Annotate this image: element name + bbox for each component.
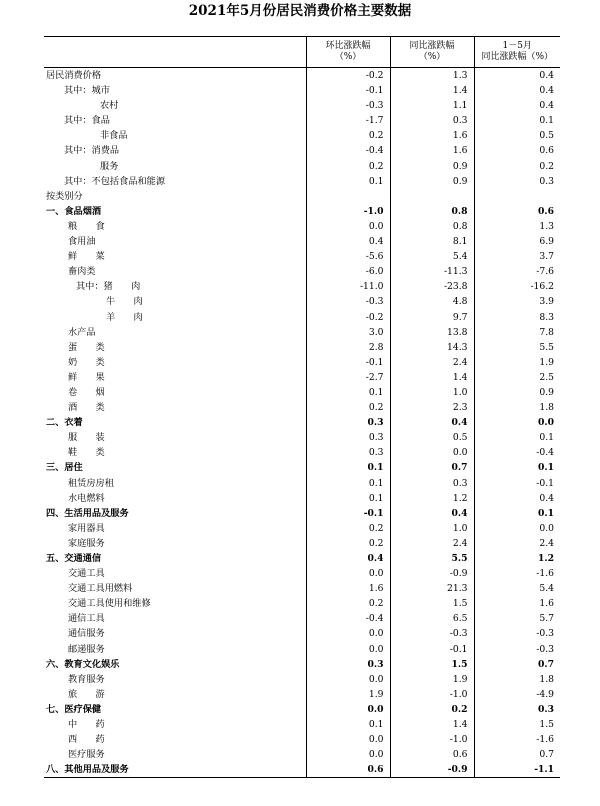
- table-row: [44, 657, 560, 672]
- table-body: [44, 68, 560, 778]
- row-yoy-value: 2.4: [390, 536, 474, 551]
- row-mom-value: 0.0: [306, 219, 390, 234]
- row-label: 羊 肉: [106, 311, 143, 323]
- row-label: 医疗服务: [68, 749, 105, 761]
- row-yoy-value: 0.2: [390, 702, 474, 717]
- row-ytd-value: 0.2: [474, 159, 560, 174]
- row-ytd-value: -1.6: [474, 566, 560, 581]
- row-label: 其中：猪 肉: [76, 281, 141, 293]
- row-label: 家庭服务: [68, 537, 105, 549]
- page-title: 2021年5月份居民消费价格主要数据: [188, 3, 412, 19]
- row-label: 七、医疗保健: [46, 703, 102, 715]
- row-mom-value: 0.3: [306, 430, 390, 445]
- table-row: [44, 68, 560, 84]
- row-ytd-value: 0.4: [474, 68, 560, 84]
- row-label: 旅 游: [68, 688, 105, 700]
- table-row: [44, 672, 560, 687]
- row-ytd-value: 3.9: [474, 294, 560, 309]
- row-yoy-value: 1.4: [390, 717, 474, 732]
- row-yoy-value: 0.0: [390, 445, 474, 460]
- row-label: 牛 肉: [106, 296, 143, 308]
- row-label: 教育服务: [68, 673, 105, 685]
- row-label: 五、交通通信: [46, 553, 102, 564]
- row-yoy-value: 1.3: [390, 68, 474, 84]
- table-row: [44, 596, 560, 611]
- row-yoy-value: 0.3: [390, 113, 474, 128]
- row-mom-value: 0.4: [306, 551, 390, 566]
- row-mom-value: 1.6: [306, 581, 390, 596]
- row-mom-value: 0.0: [306, 672, 390, 687]
- row-label: 服务: [100, 160, 119, 172]
- row-ytd-value: 1.8: [474, 400, 560, 415]
- row-yoy-value: [390, 189, 474, 204]
- row-mom-value: 0.0: [306, 566, 390, 581]
- row-yoy-value: 1.6: [390, 143, 474, 158]
- row-label: 西 药: [68, 734, 105, 746]
- table-row: [44, 219, 560, 234]
- table-row: [44, 159, 560, 174]
- row-label: 卷 烟: [68, 386, 105, 398]
- row-mom-value: -11.0: [306, 279, 390, 294]
- table-row: [44, 491, 560, 506]
- table-row: [44, 189, 560, 204]
- row-ytd-value: 0.4: [474, 83, 560, 98]
- row-label: 六、教育文化娱乐: [46, 658, 120, 670]
- row-mom-value: -0.1: [306, 355, 390, 370]
- header-mom-line1: 环比涨跌幅: [325, 41, 371, 51]
- row-yoy-value: 13.8: [390, 325, 474, 340]
- table-row: [44, 717, 560, 732]
- row-label: 家用器具: [68, 522, 105, 534]
- row-yoy-value: -0.1: [390, 642, 474, 657]
- row-mom-value: 0.4: [306, 234, 390, 249]
- row-mom-value: -0.3: [306, 98, 390, 113]
- row-yoy-value: 5.5: [390, 551, 474, 566]
- row-yoy-value: 0.9: [390, 174, 474, 189]
- row-yoy-value: 1.4: [390, 370, 474, 385]
- table-row: [44, 385, 560, 400]
- table-row: [44, 143, 560, 158]
- row-label: 鞋 类: [68, 447, 105, 459]
- table-row: [44, 626, 560, 641]
- row-ytd-value: 1.9: [474, 355, 560, 370]
- row-mom-value: 0.2: [306, 596, 390, 611]
- row-yoy-value: 0.9: [390, 159, 474, 174]
- row-ytd-value: -0.4: [474, 445, 560, 460]
- row-yoy-value: 8.1: [390, 234, 474, 249]
- row-ytd-value: 0.3: [474, 702, 560, 717]
- row-ytd-value: 0.7: [474, 747, 560, 762]
- row-label: 服 装: [68, 432, 105, 444]
- row-yoy-value: 1.5: [390, 596, 474, 611]
- row-yoy-value: 0.8: [390, 204, 474, 219]
- row-ytd-value: 1.2: [474, 551, 560, 566]
- table-row: [44, 249, 560, 264]
- row-label: 粮 食: [68, 220, 105, 232]
- header-yoy-line2: （%）: [418, 52, 446, 62]
- table-row: [44, 702, 560, 717]
- row-yoy-value: 6.5: [390, 611, 474, 626]
- table-row: [44, 98, 560, 113]
- row-ytd-value: 0.4: [474, 491, 560, 506]
- row-mom-value: -6.0: [306, 264, 390, 279]
- row-mom-value: 0.3: [306, 445, 390, 460]
- row-mom-value: -1.0: [306, 204, 390, 219]
- row-ytd-value: 0.6: [474, 204, 560, 219]
- header-mom-line2: （%）: [334, 52, 362, 62]
- row-label: 通信服务: [68, 628, 105, 640]
- table-row: [44, 174, 560, 189]
- row-ytd-value: 8.3: [474, 310, 560, 325]
- row-yoy-value: 9.7: [390, 310, 474, 325]
- row-yoy-value: -0.9: [390, 762, 474, 778]
- table-header-row: [44, 37, 560, 68]
- row-label: 其中：消费品: [64, 145, 120, 157]
- row-label: 蛋 类: [68, 341, 105, 353]
- table-row: [44, 506, 560, 521]
- row-ytd-value: -0.3: [474, 626, 560, 641]
- row-label: 交通工具用燃料: [68, 583, 133, 595]
- row-mom-value: 0.0: [306, 626, 390, 641]
- table-row: [44, 370, 560, 385]
- row-ytd-value: 5.7: [474, 611, 560, 626]
- row-mom-value: 0.0: [306, 642, 390, 657]
- row-label: 其中：城市: [64, 85, 110, 97]
- row-ytd-value: 2.4: [474, 536, 560, 551]
- row-ytd-value: 3.7: [474, 249, 560, 264]
- row-ytd-value: 0.3: [474, 174, 560, 189]
- row-label: 八、其他用品及服务: [44, 762, 306, 778]
- row-label: 四、生活用品及服务: [46, 507, 129, 519]
- row-label: 通信工具: [68, 613, 105, 625]
- row-mom-value: -0.4: [306, 143, 390, 158]
- row-mom-value: 0.2: [306, 128, 390, 143]
- row-ytd-value: 0.1: [474, 506, 560, 521]
- row-label: 居民消费价格: [46, 70, 102, 81]
- table-row: [44, 521, 560, 536]
- header-ytd: [474, 37, 560, 68]
- row-ytd-value: 0.5: [474, 128, 560, 143]
- cpi-table: [44, 36, 560, 778]
- table-row: [44, 83, 560, 98]
- table-row: [44, 294, 560, 309]
- row-mom-value: 0.6: [306, 762, 390, 778]
- row-label: 酒 类: [68, 402, 105, 414]
- header-ytd-line1: 1－5月: [502, 41, 532, 51]
- row-ytd-value: -1.1: [474, 762, 560, 778]
- row-yoy-value: -0.9: [390, 566, 474, 581]
- row-mom-value: 0.1: [306, 460, 390, 475]
- table-row: [44, 310, 560, 325]
- row-ytd-value: 1.5: [474, 717, 560, 732]
- row-yoy-value: 14.3: [390, 340, 474, 355]
- row-mom-value: 0.1: [306, 476, 390, 491]
- row-mom-value: 1.9: [306, 687, 390, 702]
- row-label: 交通工具: [68, 568, 105, 580]
- row-mom-value: -2.7: [306, 370, 390, 385]
- row-mom-value: 0.2: [306, 400, 390, 415]
- header-yoy-line1: 同比涨跌幅: [409, 41, 455, 51]
- row-yoy-value: 4.8: [390, 294, 474, 309]
- table-row: [44, 340, 560, 355]
- table-row: [44, 581, 560, 596]
- row-ytd-value: 0.1: [474, 460, 560, 475]
- row-label: 水电燃料: [68, 492, 105, 504]
- row-yoy-value: -1.0: [390, 732, 474, 747]
- row-label: 鲜 菜: [68, 251, 105, 263]
- row-ytd-value: [474, 189, 560, 204]
- table-row: [44, 747, 560, 762]
- row-yoy-value: 2.3: [390, 400, 474, 415]
- row-mom-value: -0.2: [306, 310, 390, 325]
- row-ytd-value: 0.7: [474, 657, 560, 672]
- row-yoy-value: 0.7: [390, 460, 474, 475]
- row-ytd-value: -0.1: [474, 476, 560, 491]
- table-row: [44, 460, 560, 475]
- row-yoy-value: 0.3: [390, 476, 474, 491]
- row-label: 非食品: [100, 130, 128, 142]
- row-label: 奶 类: [68, 356, 105, 368]
- row-mom-value: 2.8: [306, 340, 390, 355]
- row-mom-value: 0.1: [306, 717, 390, 732]
- row-yoy-value: 1.0: [390, 385, 474, 400]
- row-ytd-value: 0.1: [474, 113, 560, 128]
- table-row: [44, 762, 560, 778]
- table-row: [44, 128, 560, 143]
- row-ytd-value: -1.6: [474, 732, 560, 747]
- row-yoy-value: 1.0: [390, 521, 474, 536]
- row-mom-value: 0.0: [306, 747, 390, 762]
- row-yoy-value: 1.6: [390, 128, 474, 143]
- header-blank: [44, 37, 306, 68]
- row-ytd-value: 2.5: [474, 370, 560, 385]
- row-ytd-value: -7.6: [474, 264, 560, 279]
- row-label: 一、食品烟酒: [46, 205, 102, 217]
- row-mom-value: 0.3: [306, 657, 390, 672]
- row-mom-value: 0.2: [306, 159, 390, 174]
- row-ytd-value: 0.6: [474, 143, 560, 158]
- row-ytd-value: 6.9: [474, 234, 560, 249]
- row-mom-value: -5.6: [306, 249, 390, 264]
- row-mom-value: -1.7: [306, 113, 390, 128]
- row-mom-value: 0.0: [306, 702, 390, 717]
- row-yoy-value: 1.2: [390, 491, 474, 506]
- row-ytd-value: 0.1: [474, 430, 560, 445]
- row-ytd-value: 0.9: [474, 385, 560, 400]
- row-yoy-value: 1.5: [390, 657, 474, 672]
- row-mom-value: 0.1: [306, 174, 390, 189]
- table-row: [44, 551, 560, 566]
- row-yoy-value: 2.4: [390, 355, 474, 370]
- row-mom-value: -0.1: [306, 506, 390, 521]
- row-mom-value: 0.2: [306, 536, 390, 551]
- row-label: 按类别分: [46, 190, 83, 202]
- row-yoy-value: 0.4: [390, 506, 474, 521]
- table-row: [44, 355, 560, 370]
- row-ytd-value: 5.4: [474, 581, 560, 596]
- row-label: 鲜 果: [68, 371, 105, 383]
- row-yoy-value: -23.8: [390, 279, 474, 294]
- table-row: [44, 279, 560, 294]
- row-label: 食用油: [68, 236, 96, 248]
- table-row: [44, 536, 560, 551]
- row-label: 邮递服务: [68, 643, 105, 655]
- row-label: 中 药: [68, 719, 105, 731]
- row-yoy-value: -0.3: [390, 626, 474, 641]
- row-mom-value: 0.1: [306, 385, 390, 400]
- row-mom-value: 0.3: [306, 415, 390, 430]
- row-ytd-value: 1.6: [474, 596, 560, 611]
- row-ytd-value: 0.4: [474, 98, 560, 113]
- row-label: 租赁房房租: [68, 477, 114, 489]
- table-row: [44, 445, 560, 460]
- row-yoy-value: 0.5: [390, 430, 474, 445]
- row-yoy-value: -1.0: [390, 687, 474, 702]
- row-label: 其中：食品: [64, 115, 110, 127]
- row-ytd-value: -4.9: [474, 687, 560, 702]
- row-yoy-value: -11.3: [390, 264, 474, 279]
- row-ytd-value: -0.3: [474, 642, 560, 657]
- table-row: [44, 642, 560, 657]
- table-row: [44, 430, 560, 445]
- row-yoy-value: 0.8: [390, 219, 474, 234]
- row-mom-value: 0.2: [306, 521, 390, 536]
- table-row: [44, 566, 560, 581]
- row-yoy-value: 1.1: [390, 98, 474, 113]
- row-ytd-value: -16.2: [474, 279, 560, 294]
- row-yoy-value: 0.4: [390, 415, 474, 430]
- row-yoy-value: 1.9: [390, 672, 474, 687]
- row-label: 二、衣着: [46, 417, 83, 429]
- table-row: [44, 415, 560, 430]
- row-label: 农村: [100, 100, 119, 112]
- row-ytd-value: 1.8: [474, 672, 560, 687]
- row-ytd-value: 0.0: [474, 415, 560, 430]
- row-ytd-value: 1.3: [474, 219, 560, 234]
- row-yoy-value: 0.6: [390, 747, 474, 762]
- row-ytd-value: 7.8: [474, 325, 560, 340]
- table-row: [44, 687, 560, 702]
- header-ytd-line2: 同比涨跌幅（%）: [481, 52, 554, 62]
- table-row: [44, 264, 560, 279]
- table-row: [44, 325, 560, 340]
- row-mom-value: -0.1: [306, 83, 390, 98]
- row-mom-value: 3.0: [306, 325, 390, 340]
- row-label: 水产品: [68, 326, 96, 338]
- row-mom-value: -0.3: [306, 294, 390, 309]
- table-row: [44, 476, 560, 491]
- row-label: 其中：不包括食品和能源: [64, 175, 166, 187]
- table-row: [44, 732, 560, 747]
- row-label: 畜肉类: [68, 266, 96, 278]
- row-mom-value: -0.4: [306, 611, 390, 626]
- row-label: 交通工具使用和维修: [68, 598, 151, 610]
- row-ytd-value: 5.5: [474, 340, 560, 355]
- row-ytd-value: 0.0: [474, 521, 560, 536]
- row-yoy-value: 21.3: [390, 581, 474, 596]
- row-yoy-value: 1.4: [390, 83, 474, 98]
- row-mom-value: [306, 189, 390, 204]
- table-row: [44, 204, 560, 219]
- row-mom-value: 0.1: [306, 491, 390, 506]
- table-row: [44, 113, 560, 128]
- row-yoy-value: 5.4: [390, 249, 474, 264]
- table-row: [44, 400, 560, 415]
- table-row: [44, 611, 560, 626]
- header-mom: [306, 37, 390, 68]
- table-row: [44, 234, 560, 249]
- row-mom-value: 0.0: [306, 732, 390, 747]
- row-mom-value: -0.2: [306, 68, 390, 84]
- header-yoy: [390, 37, 474, 68]
- row-label: 三、居住: [46, 462, 83, 474]
